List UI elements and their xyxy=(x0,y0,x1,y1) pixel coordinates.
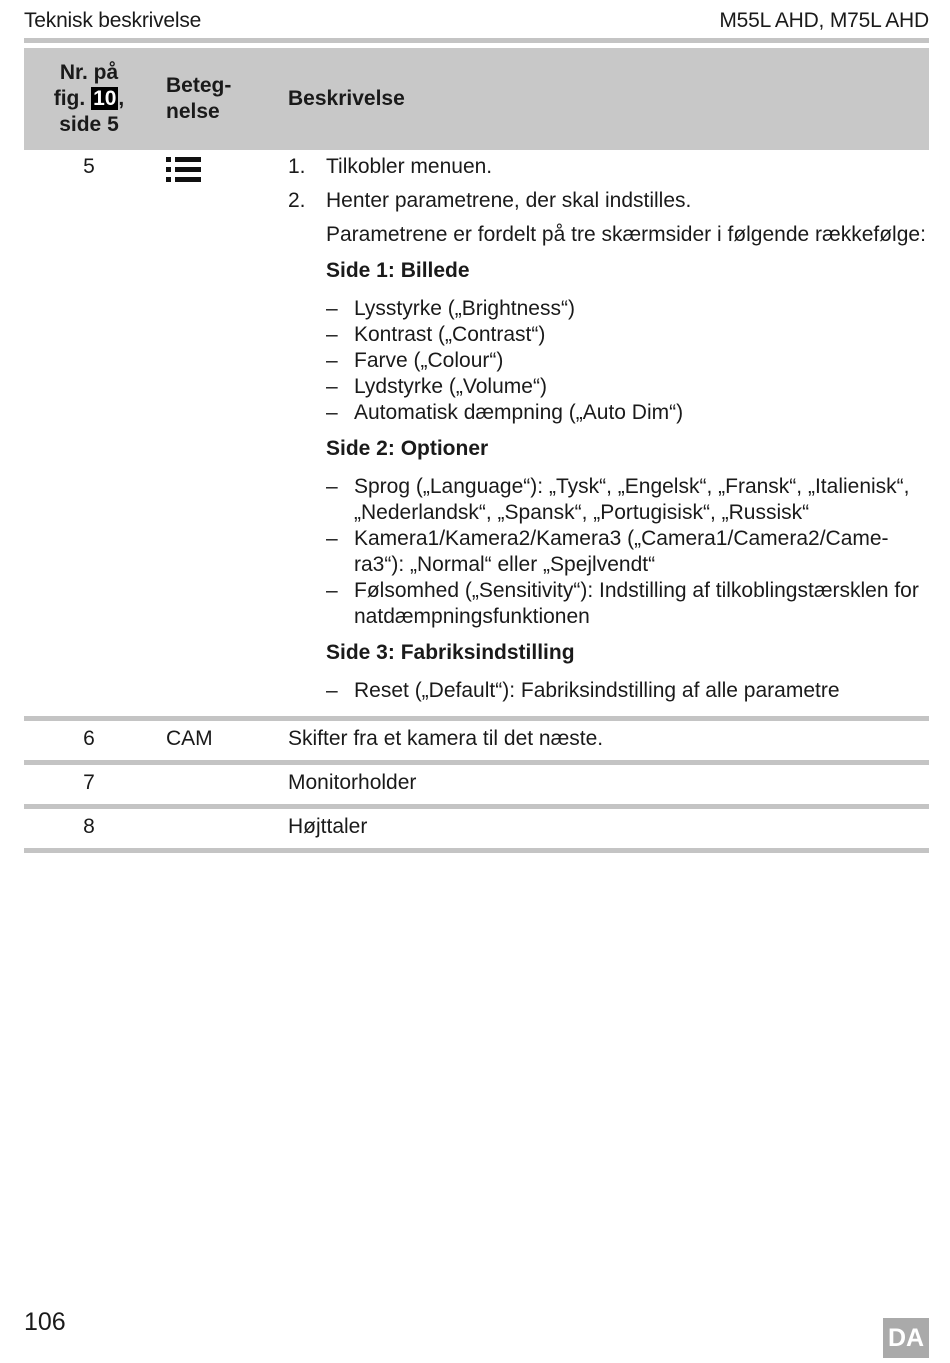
step-number: 2. xyxy=(288,189,306,212)
header-rule xyxy=(24,38,929,43)
list-item xyxy=(288,154,929,180)
dash: – xyxy=(326,579,338,602)
list-item xyxy=(326,526,929,578)
dash: – xyxy=(326,475,338,498)
dash: – xyxy=(326,527,338,550)
list-item xyxy=(288,188,929,214)
row-nr: 6 xyxy=(83,727,95,750)
list-item-text: Farve („Colour“) xyxy=(354,349,504,372)
dash: – xyxy=(326,323,338,346)
dash: – xyxy=(326,375,338,398)
intro-paragraph: Parametrene er fordelt på tre skærmsider i følgende rækkefølge: xyxy=(326,223,926,246)
col-header-nr-line1: Nr. på xyxy=(59,61,119,84)
side3-list xyxy=(326,678,929,704)
list-item-text: Lydstyrke („Volume“) xyxy=(354,375,547,398)
list-item-text: Automatisk dæmpning („Auto Dim“) xyxy=(354,401,684,424)
step-details xyxy=(288,222,929,704)
list-item-text: Kamera1/Kamera2/Kamera3 („Camera1/Camera2/Camera3“): „Normal“ eller „Spejlvendt“ xyxy=(354,527,889,576)
row-label xyxy=(154,770,288,796)
list-item xyxy=(326,678,929,704)
figure-reference[interactable]: 10 xyxy=(93,87,117,110)
col-header-nr-line3: side 5 xyxy=(59,113,119,136)
running-header xyxy=(24,6,929,36)
table-row xyxy=(24,765,929,804)
list-item-text: Sprog („Language“): „Tysk“, „Engelsk“, „Fransk“, „Italienisk“, „Nederlandsk“, „Spansk“, „Portugisisk“, „Russisk“ xyxy=(354,475,910,524)
list-item xyxy=(326,348,929,374)
list-item xyxy=(326,374,929,400)
row-label: CAM xyxy=(166,727,213,750)
row-nr: 8 xyxy=(83,815,95,838)
col-header-nr xyxy=(24,60,154,138)
row-description: Højttaler xyxy=(288,815,368,838)
col-header-betegnelse xyxy=(154,73,288,125)
step-text: Henter parametrene, der skal indstilles. xyxy=(326,189,692,212)
side1-heading: Side 1: Billede xyxy=(326,259,470,282)
row-nr: 5 xyxy=(83,155,95,178)
dash: – xyxy=(326,679,338,702)
list-item xyxy=(326,474,929,526)
col-header-beskrivelse: Beskrivelse xyxy=(288,87,405,110)
list-item-text: Lysstyrke („Brightness“) xyxy=(354,297,575,320)
dash: – xyxy=(326,297,338,320)
description-table xyxy=(24,48,929,853)
row-description xyxy=(288,154,929,714)
col-header-beteg-line1: Beteg- xyxy=(166,74,232,97)
list-item xyxy=(326,400,929,426)
language-badge: DA xyxy=(883,1318,929,1358)
table-header xyxy=(24,48,929,150)
side2-list xyxy=(326,474,929,630)
page-number: 106 xyxy=(24,1308,66,1336)
row-description: Skifter fra et kamera til det næste. xyxy=(288,727,604,750)
table-row xyxy=(24,809,929,848)
table-row xyxy=(24,721,929,760)
list-item xyxy=(326,296,929,322)
row-label xyxy=(154,154,288,714)
dash: – xyxy=(326,401,338,424)
list-item-text: Kontrast („Contrast“) xyxy=(354,323,546,346)
dash: – xyxy=(326,349,338,372)
row-label xyxy=(154,814,288,840)
fig-label: fig. xyxy=(53,87,86,110)
col-header-nr-line2 xyxy=(24,86,154,112)
side3-heading: Side 3: Fabriksindstilling xyxy=(326,641,575,664)
side1-list xyxy=(326,296,929,426)
step-text: Tilkobler menuen. xyxy=(326,155,493,178)
section-title: Teknisk beskrivelse xyxy=(24,9,202,32)
row-description: Monitorholder xyxy=(288,771,417,794)
list-item xyxy=(326,578,929,630)
table-row xyxy=(24,150,929,716)
col-header-beteg-line2: nelse xyxy=(166,100,220,123)
model-name: M55L AHD, M75L AHD xyxy=(719,9,929,32)
row-divider xyxy=(24,848,929,853)
side2-heading: Side 2: Optioner xyxy=(326,437,489,460)
step-number: 1. xyxy=(288,155,306,178)
fig-comma: , xyxy=(118,87,125,110)
list-item-text: Følsomhed („Sensitivity“): Indstilling af tilkoblingstærsklen for natdæmpningsfunktionen xyxy=(354,579,919,628)
list-item-text: Reset („Default“): Fabriksindstilling af alle parametre xyxy=(354,679,840,702)
menu-list-icon xyxy=(166,156,202,184)
list-item xyxy=(326,322,929,348)
row-nr: 7 xyxy=(83,771,95,794)
